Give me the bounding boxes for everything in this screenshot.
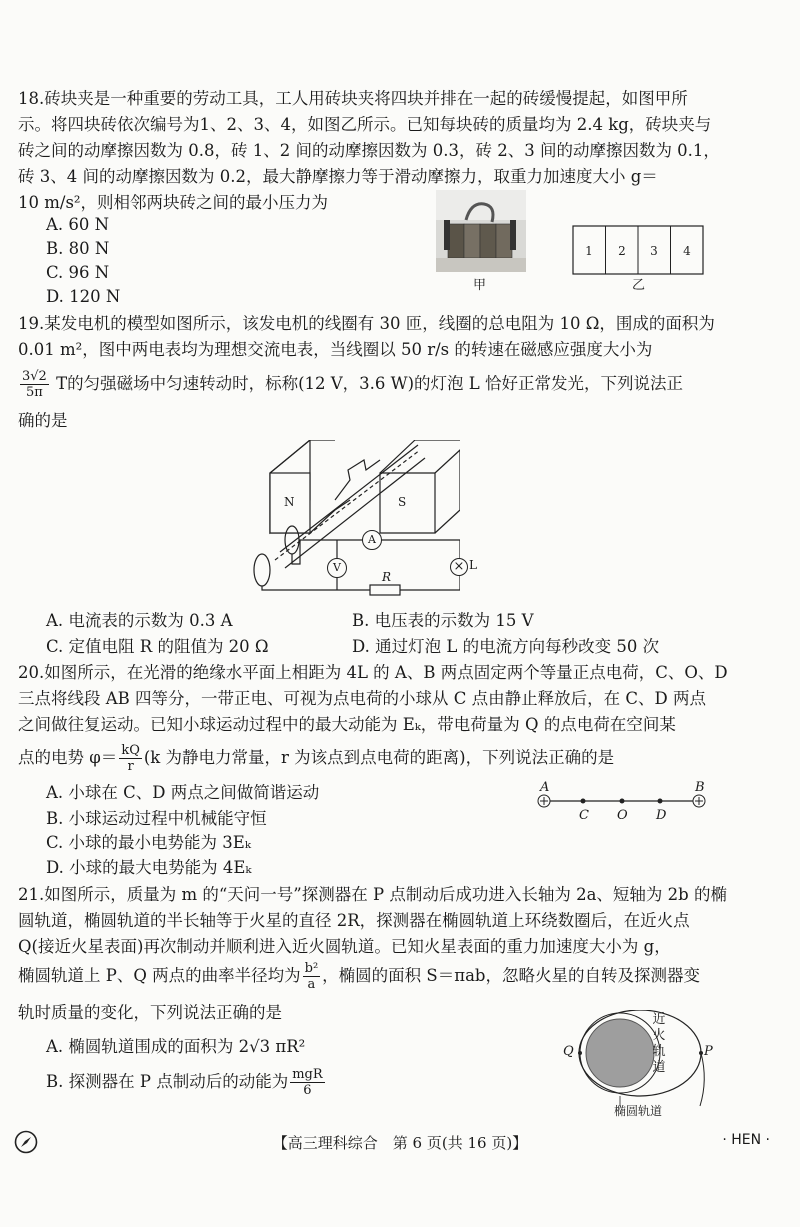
q20-fraction: $\frac{kQ}{r}$	[121, 743, 140, 774]
fig-b-label: 乙	[632, 278, 646, 293]
q19-stem-line-4: 确的是	[18, 411, 68, 430]
question-18	[18, 86, 758, 216]
point-b: B	[695, 780, 705, 795]
q18-option-a: A. 60 N	[46, 215, 110, 234]
q19-stem-text: T的匀强磁场中匀速转动时，标称(12 V，3.6 W)的灯泡 L 恰好正常发光，下列说法正	[50, 374, 684, 393]
q19-option-a: A. 电流表的示数为 0.3 A	[46, 611, 233, 630]
q18-stem-line: 砖 3、4 间的动摩擦因数为 0.2，最大静摩擦力等于滑动摩擦力，取重力加速度大小 g＝	[18, 167, 658, 186]
q21-fraction: $\frac{\text{b²}}{a}$	[304, 961, 319, 992]
footer-center: 【高三理科综合 第 6 页(共 16 页)】	[272, 1134, 528, 1152]
fig-a-label: 甲	[473, 278, 487, 293]
q20-stem-line: 之间做往复运动。已知小球运动过程中的最大动能为 Eₖ，带电荷量为 Q 的点电荷在空间某	[18, 715, 676, 734]
q18-stem-line: 10 m/s²，则相邻两块砖之间的最小压力为	[18, 193, 329, 212]
voltmeter-icon: V	[327, 558, 347, 578]
near-orbit-label: 近火轨道	[652, 1012, 666, 1075]
lamp-icon: ×	[450, 558, 468, 576]
q19-stem-line-3	[18, 366, 758, 402]
generator-diagram	[240, 440, 477, 604]
magnet-n: N	[284, 495, 295, 509]
q21-stem-line: 21.如图所示，质量为 m 的“天问一号”探测器在 P 点制动后成功进入长轴为 2a、短轴为 2b 的椭	[18, 885, 727, 904]
q21-option-b	[46, 1064, 327, 1100]
footer-right: · HEN ·	[722, 1132, 770, 1148]
q20-option-c: C. 小球的最小电势能为 3Eₖ	[46, 833, 251, 852]
q21-stem-text: 椭圆轨道上 P、Q 两点的曲率半径均为	[18, 966, 301, 985]
q21-stem-line-4	[18, 958, 758, 994]
q21-stem-line: 圆轨道，椭圆轨道的半长轴等于火星的直径 2R，探测器在椭圆轨道上环绕数圈后，在近火点	[18, 911, 690, 930]
q19-option-b: B. 电压表的示数为 15 V	[352, 611, 534, 630]
ellipse-orbit-label: 椭圆轨道	[614, 1104, 663, 1118]
brick-2: 2	[618, 244, 626, 258]
q19-option-c: C. 定值电阻 R 的阻值为 20 Ω	[46, 637, 269, 656]
question-20	[18, 660, 758, 738]
q20-option-a: A. 小球在 C、D 两点之间做简谐运动	[46, 783, 320, 802]
point-q: Q	[563, 1044, 574, 1059]
q21-option-b-fraction: $\frac{\text{mgR}}{6}$	[292, 1067, 323, 1098]
lamp-label: L	[469, 558, 477, 572]
q20-stem-line: 三点将线段 AB 四等分，一带正电、可视为点电荷的小球从 C 点由静止释放后，在 C、D 两点	[18, 689, 706, 708]
q21-stem-line-5: 轨时质量的变化，下列说法正确的是	[18, 1003, 282, 1022]
magnet-s: S	[398, 495, 407, 509]
point-d: D	[656, 808, 667, 823]
q21-stem-line: Q(接近火星表面)再次制动并顺利进入近火圆轨道。已知火星表面的重力加速度大小为 g，	[18, 937, 671, 956]
brick-4: 4	[683, 244, 691, 258]
q20-stem-line-4	[18, 740, 758, 776]
q19-option-d: D. 通过灯泡 L 的电流方向每秒改变 50 次	[352, 637, 660, 656]
q19-stem-line: 0.01 m²，图中两电表均为理想交流电表，当线圈以 50 r/s 的转速在磁感应强度大小为	[18, 340, 653, 359]
question-19	[18, 311, 758, 363]
q20-stem-text-2: (k 为静电力常量，r 为该点到点电荷的距离)，下列说法正确的是	[143, 748, 615, 767]
page-footer	[0, 1126, 800, 1156]
q20-stem-line: 20.如图所示，在光滑的绝缘水平面上相距为 4L 的 A、B 两点固定两个等量正点电荷，C、O、D	[18, 663, 728, 682]
bricks-diagram	[572, 225, 704, 279]
q21-option-a: A. 椭圆轨道围成的面积为 2√3 πR²	[46, 1037, 306, 1056]
q18-stem-line: 示。将四块砖依次编号为1、2、3、4，如图乙所示。已知每块砖的质量均为 2.4 kg，砖块夹与	[18, 115, 712, 134]
q18-stem-line: 18.砖块夹是一种重要的劳动工具，工人用砖块夹将四块并排在一起的砖缓慢提起，如图甲所	[18, 89, 688, 108]
q21-option-b-text: B. 探测器在 P 点制动后的动能为	[46, 1072, 289, 1091]
q18-option-d: D. 120 N	[46, 287, 121, 306]
brick-1: 1	[585, 244, 593, 258]
q19-fraction: $\frac{3√2}{5\pi}$	[22, 369, 47, 400]
q18-option-b: B. 80 N	[46, 239, 110, 258]
q20-option-b: B. 小球运动过程中机械能守恒	[46, 809, 267, 828]
ammeter-icon: A	[362, 530, 382, 550]
point-p: P	[704, 1044, 713, 1059]
q19-stem-line: 19.某发电机的模型如图所示，该发电机的线圈有 30 匝，线圈的总电阻为 10 Ω，围成的面积为	[18, 314, 715, 333]
q18-stem-line: 砖之间的动摩擦因数为 0.8，砖 1、2 间的动摩擦因数为 0.3，砖 2、3 间的动摩擦因数为 0.1，	[18, 141, 720, 160]
q20-option-d: D. 小球的最大电势能为 4Eₖ	[46, 858, 252, 877]
point-c: C	[579, 808, 589, 823]
q20-stem-text: 点的电势 φ＝	[18, 748, 118, 767]
charges-line-diagram	[530, 780, 710, 825]
resistor-label: R	[382, 570, 392, 584]
point-a: A	[540, 780, 550, 795]
q21-stem-text-2: ，椭圆的面积 S＝πab，忽略火星的自转及探测器变	[322, 966, 700, 985]
brick-clamp-photo	[436, 190, 526, 272]
point-o: O	[617, 808, 628, 823]
orbit-diagram	[560, 1010, 720, 1120]
brick-3: 3	[650, 244, 658, 258]
q18-option-c: C. 96 N	[46, 263, 110, 282]
question-21	[18, 882, 758, 960]
